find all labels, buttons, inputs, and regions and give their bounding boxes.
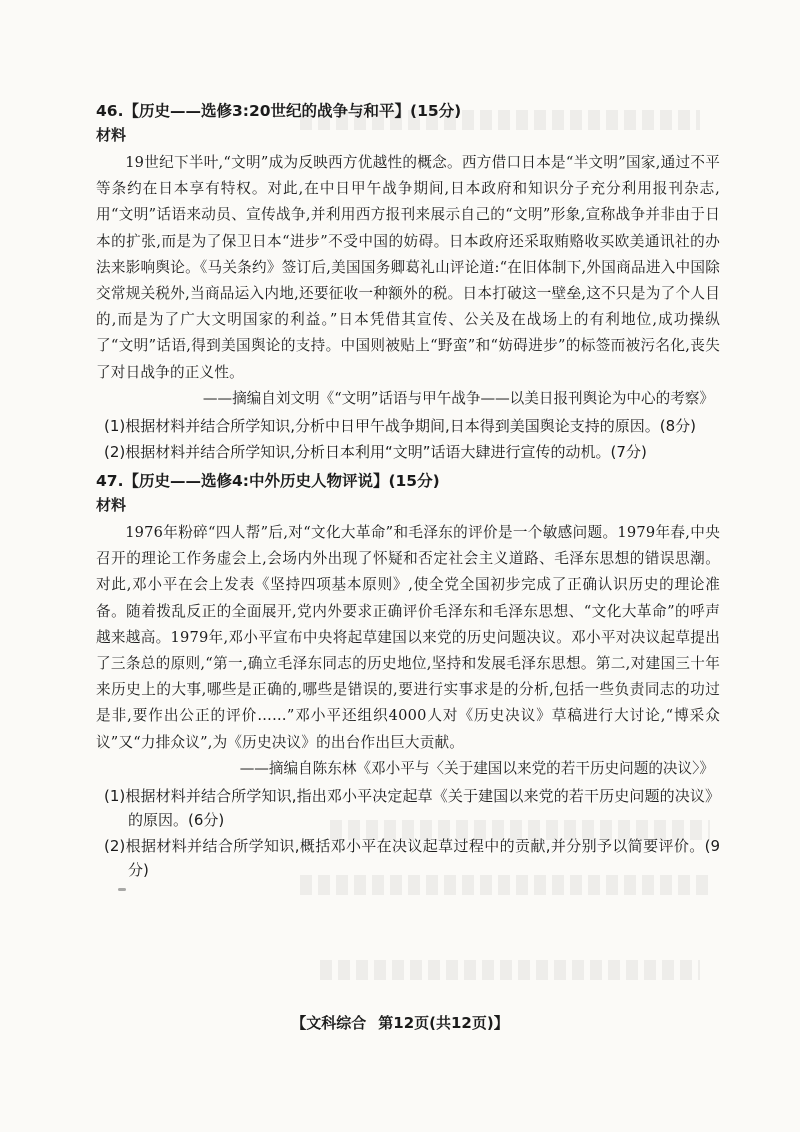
question-47-title: 47.【历史——选修4:中外历史人物评说】(15分)	[96, 472, 440, 490]
question-47-section	[96, 470, 720, 882]
scan-mark	[118, 888, 126, 891]
sub-question-2: (2)根据材料并结合所学知识,分析日本利用“文明”话语大肆进行宣传的动机。(7分)	[104, 442, 647, 461]
bleed-through-text	[320, 960, 700, 980]
sub-question-2: (2)根据材料并结合所学知识,概括邓小平在决议起草过程中的贡献,并分别予以简要评价。(9分)	[104, 836, 720, 879]
material-source: ——摘编自陈东林《邓小平与〈关于建国以来党的若干历史问题的决议〉》	[239, 759, 714, 777]
material-label: 材料	[96, 126, 127, 144]
material-source: ——摘编自刘文明《“文明”话语与甲午战争——以美日报刊舆论为中心的考察》	[202, 389, 714, 407]
question-46-section	[96, 100, 720, 464]
material-label: 材料	[96, 496, 127, 514]
material-passage: 19世纪下半叶,“文明”成为反映西方优越性的概念。西方借口日本是“半文明”国家,通过不平等条约在日本享有特权。对此,在中日甲午战争期间,日本政府和知识分子充分利用报刊杂志,用“文明”话语来动员、宣传战争,并利用西方报刊来展示自己的“文明”形象,宣称战争并非由于日本的扩张,而是为了保卫日本“进步”不受中国的妨碍。日本政府还采取贿赂收买欧美通讯社的办法来影响舆论。《马关条约》签订后,美国国务卿葛礼山评论道:“在旧体制下,外国商品进入中国除交常规关税外,当商品运入内地,还要征收一种额外的税。日本打破这一壁垒,这不只是为了个人目的,而是为了广大文明国家的利益。”日本凭借其宣传、公关及在战场上的有利地位,成功操纵了“文明”话语,得到美国舆论的支持。中国则被贴上“野蛮”和“妨碍进步”的标签而被污名化,丧失了对日战争的正义性。	[96, 154, 720, 381]
sub-question-1: (1)根据材料并结合所学知识,分析中日甲午战争期间,日本得到美国舆论支持的原因。(8分)	[104, 416, 697, 435]
material-passage: 1976年粉碎“四人帮”后,对“文化大革命”和毛泽东的评价是一个敏感问题。1979年春,中央召开的理论工作务虚会上,会场内外出现了怀疑和否定社会主义道路、毛泽东思想的错误思潮。对此,邓小平在会上发表《坚持四项基本原则》,使全党全国初步完成了正确认识历史的理论准备。随着拨乱反正的全面展开,党内外要求正确评价毛泽东和毛泽东思想、“文化大革命”的呼声越来越高。1979年,邓小平宣布中央将起草建国以来党的历史问题决议。邓小平对决议起草提出了三条总的原则,“第一,确立毛泽东同志的历史地位,坚持和发展毛泽东思想。第二,对建国三十年来历史上的大事,哪些是正确的,哪些是错误的,要进行实事求是的分析,包括一些负责同志的功过是非,要作出公正的评价……”邓小平还组织4000人对《历史决议》草稿进行大讨论,“博采众议”又“力排众议”,为《历史决议》的出台作出巨大贡献。	[96, 524, 720, 751]
page-footer	[0, 1012, 800, 1034]
question-46-title: 46.【历史——选修3:20世纪的战争与和平】(15分)	[96, 102, 462, 120]
footer-page-number: 第12页(共12页)】	[378, 1014, 509, 1032]
footer-subject: 【文科综合	[291, 1014, 367, 1032]
sub-question-1: (1)根据材料并结合所学知识,指出邓小平决定起草《关于建国以来党的若干历史问题的决议》的原因。(6分)	[104, 786, 720, 829]
